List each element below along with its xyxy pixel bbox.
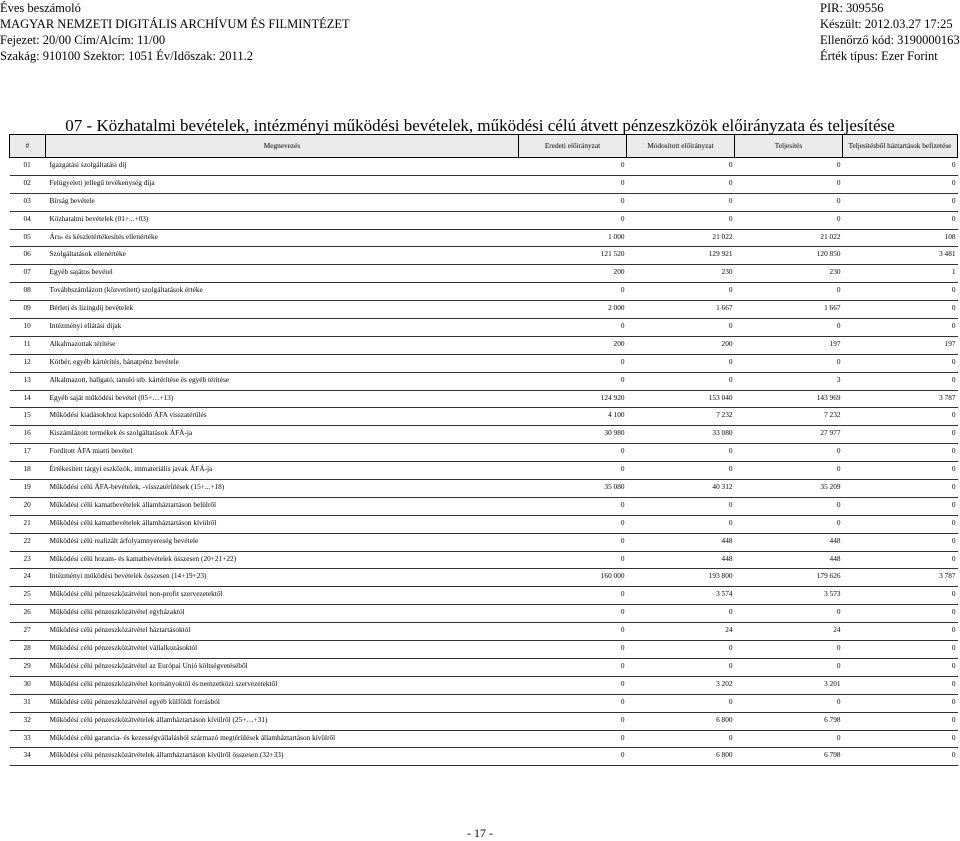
modified-value: 0 xyxy=(627,175,735,193)
table-row xyxy=(10,694,958,712)
household-value: 0 xyxy=(843,175,958,193)
modified-value: 0 xyxy=(627,354,735,372)
row-label: Fordított ÁFA miatti bevétel xyxy=(46,444,519,462)
table-row xyxy=(10,569,958,587)
table-row xyxy=(10,605,958,623)
original-value: 0 xyxy=(519,515,627,533)
row-label: Bérleti és lízingdíj bevételek xyxy=(46,301,519,319)
performance-value: 230 xyxy=(735,265,843,283)
header-sector: Szakág: 910100 Szektor: 1051 Év/Időszak: 2011.2 xyxy=(0,49,253,63)
table-row xyxy=(10,193,958,211)
table-row xyxy=(10,319,958,337)
row-label: Működési célú pénzeszközátvételek államháztartáson kívülről összesen (32+33) xyxy=(46,748,519,766)
performance-value: 0 xyxy=(735,211,843,229)
original-value: 200 xyxy=(519,265,627,283)
performance-value: 0 xyxy=(735,641,843,659)
performance-value: 0 xyxy=(735,319,843,337)
household-value: 0 xyxy=(843,712,958,730)
modified-value: 1 667 xyxy=(627,301,735,319)
row-label: Alkalmazottak térítése xyxy=(46,336,519,354)
row-label: Közhatalmi bevételek (01+...+03) xyxy=(46,211,519,229)
table-row xyxy=(10,175,958,193)
modified-value: 0 xyxy=(627,211,735,229)
household-value: 3 481 xyxy=(843,247,958,265)
table-row xyxy=(10,515,958,533)
original-value: 0 xyxy=(519,193,627,211)
table-row xyxy=(10,462,958,480)
performance-value: 0 xyxy=(735,694,843,712)
performance-value: 448 xyxy=(735,551,843,569)
row-number: 16 xyxy=(10,426,46,444)
row-label: Szolgáltatások ellenértéke xyxy=(46,247,519,265)
table-row xyxy=(10,354,958,372)
row-label: Intézményi ellátási díjak xyxy=(46,319,519,337)
original-value: 2 000 xyxy=(519,301,627,319)
col-header-number: # xyxy=(10,135,46,158)
row-label: Kötbér, egyéb kártérítés, bánatpénz bevétele xyxy=(46,354,519,372)
household-value: 1 xyxy=(843,265,958,283)
row-number: 20 xyxy=(10,497,46,515)
col-header-performance: Teljesítés xyxy=(735,135,843,158)
performance-value: 3 201 xyxy=(735,676,843,694)
row-number: 02 xyxy=(10,175,46,193)
original-value: 121 520 xyxy=(519,247,627,265)
modified-value: 200 xyxy=(627,336,735,354)
household-value: 0 xyxy=(843,354,958,372)
modified-value: 0 xyxy=(627,694,735,712)
row-label: Működési kiadásokhoz kapcsolódó ÁFA visszatérülés xyxy=(46,408,519,426)
modified-value: 0 xyxy=(627,319,735,337)
modified-value: 0 xyxy=(627,605,735,623)
modified-value: 0 xyxy=(627,515,735,533)
performance-value: 0 xyxy=(735,515,843,533)
modified-value: 6 800 xyxy=(627,748,735,766)
row-number: 15 xyxy=(10,408,46,426)
header-check-code: Ellenőrző kód: 3190000163 xyxy=(820,33,960,47)
modified-value: 0 xyxy=(627,658,735,676)
row-label: Egyéb sajátos bevétel xyxy=(46,265,519,283)
household-value: 0 xyxy=(843,641,958,659)
original-value: 160 000 xyxy=(519,569,627,587)
household-value: 0 xyxy=(843,283,958,301)
table-row xyxy=(10,336,958,354)
table-header-row xyxy=(10,135,958,158)
performance-value: 21 022 xyxy=(735,229,843,247)
household-value: 197 xyxy=(843,336,958,354)
row-number: 17 xyxy=(10,444,46,462)
row-label: Intézményi működési bevételek összesen (14+19+23) xyxy=(46,569,519,587)
performance-value: 1 667 xyxy=(735,301,843,319)
table-row xyxy=(10,247,958,265)
household-value: 0 xyxy=(843,319,958,337)
row-number: 12 xyxy=(10,354,46,372)
household-value: 0 xyxy=(843,623,958,641)
table-row xyxy=(10,730,958,748)
header-created: Készült: 2012.03.27 17:25 xyxy=(820,17,953,31)
table-row xyxy=(10,748,958,766)
table-row xyxy=(10,551,958,569)
row-label: Működési célú realizált árfolyamnyereség bevétele xyxy=(46,533,519,551)
household-value: 0 xyxy=(843,694,958,712)
household-value: 0 xyxy=(843,372,958,390)
row-number: 23 xyxy=(10,551,46,569)
original-value: 0 xyxy=(519,462,627,480)
modified-value: 7 232 xyxy=(627,408,735,426)
row-number: 13 xyxy=(10,372,46,390)
row-label: Működési célú pénzeszközátvétel vállalkozásoktól xyxy=(46,641,519,659)
household-value: 0 xyxy=(843,587,958,605)
table-row xyxy=(10,444,958,462)
original-value: 0 xyxy=(519,319,627,337)
row-number: 33 xyxy=(10,730,46,748)
row-label: Bírság bevétele xyxy=(46,193,519,211)
table-row xyxy=(10,372,958,390)
original-value: 0 xyxy=(519,354,627,372)
row-number: 08 xyxy=(10,283,46,301)
row-number: 28 xyxy=(10,641,46,659)
household-value: 0 xyxy=(843,533,958,551)
header-value-type: Érték típus: Ezer Forint xyxy=(820,49,938,63)
row-label: Alkalmazott, hallgató, tanuló stb. kártérítése és egyéb térítése xyxy=(46,372,519,390)
original-value: 0 xyxy=(519,694,627,712)
header-chapter: Fejezet: 20/00 Cím/Alcím: 11/00 xyxy=(0,33,166,47)
household-value: 0 xyxy=(843,551,958,569)
modified-value: 129 921 xyxy=(627,247,735,265)
row-label: Működési célú kamatbevételek államháztartáson kívülről xyxy=(46,515,519,533)
row-number: 06 xyxy=(10,247,46,265)
performance-value: 6 798 xyxy=(735,712,843,730)
performance-value: 0 xyxy=(735,354,843,372)
household-value: 0 xyxy=(843,426,958,444)
modified-value: 24 xyxy=(627,623,735,641)
original-value: 0 xyxy=(519,283,627,301)
row-label: Működési célú hozam- és kamatbevételek összesen (20+21+22) xyxy=(46,551,519,569)
household-value: 0 xyxy=(843,676,958,694)
original-value: 0 xyxy=(519,158,627,176)
original-value: 0 xyxy=(519,712,627,730)
original-value: 0 xyxy=(519,587,627,605)
table-row xyxy=(10,480,958,498)
row-label: Értékesített tárgyi eszközök, immateriális javak ÁFÁ-ja xyxy=(46,462,519,480)
original-value: 124 920 xyxy=(519,390,627,408)
household-value: 0 xyxy=(843,658,958,676)
household-value: 108 xyxy=(843,229,958,247)
row-number: 31 xyxy=(10,694,46,712)
row-number: 27 xyxy=(10,623,46,641)
modified-value: 448 xyxy=(627,551,735,569)
row-number: 22 xyxy=(10,533,46,551)
row-label: Működési célú pénzeszközátvétel egyéb külföldi forrásból xyxy=(46,694,519,712)
table-row xyxy=(10,658,958,676)
table-row xyxy=(10,158,958,176)
row-number: 14 xyxy=(10,390,46,408)
col-header-modified: Módosított előirányzat xyxy=(627,135,735,158)
header-pir: PIR: 309556 xyxy=(820,1,884,15)
row-label: Áru- és készletértékesítés ellenértéke xyxy=(46,229,519,247)
row-number: 18 xyxy=(10,462,46,480)
row-label: Működési célú kamatbevételek államháztartáson belülről xyxy=(46,497,519,515)
performance-value: 0 xyxy=(735,497,843,515)
report-header xyxy=(0,0,960,64)
performance-value: 143 969 xyxy=(735,390,843,408)
table-row xyxy=(10,229,958,247)
household-value: 0 xyxy=(843,497,958,515)
table-row xyxy=(10,641,958,659)
original-value: 4 100 xyxy=(519,408,627,426)
performance-value: 197 xyxy=(735,336,843,354)
row-number: 10 xyxy=(10,319,46,337)
row-number: 26 xyxy=(10,605,46,623)
row-number: 05 xyxy=(10,229,46,247)
header-institution: MAGYAR NEMZETI DIGITÁLIS ARCHÍVUM ÉS FILMINTÉZET xyxy=(0,17,350,31)
table-row xyxy=(10,497,958,515)
modified-value: 33 080 xyxy=(627,426,735,444)
original-value: 0 xyxy=(519,658,627,676)
table-row xyxy=(10,283,958,301)
table-body xyxy=(10,158,958,766)
row-number: 24 xyxy=(10,569,46,587)
row-label: Felügyeleti jellegű tevékenység díja xyxy=(46,175,519,193)
original-value: 0 xyxy=(519,497,627,515)
household-value: 0 xyxy=(843,730,958,748)
performance-value: 179 626 xyxy=(735,569,843,587)
table-row xyxy=(10,587,958,605)
row-number: 25 xyxy=(10,587,46,605)
household-value: 0 xyxy=(843,462,958,480)
table-row xyxy=(10,265,958,283)
table-row xyxy=(10,301,958,319)
row-label: Továbbszámlázott (közvetített) szolgáltatások értéke xyxy=(46,283,519,301)
performance-value: 0 xyxy=(735,158,843,176)
performance-value: 7 232 xyxy=(735,408,843,426)
table-row xyxy=(10,676,958,694)
performance-value: 0 xyxy=(735,730,843,748)
original-value: 0 xyxy=(519,444,627,462)
row-number: 01 xyxy=(10,158,46,176)
modified-value: 153 040 xyxy=(627,390,735,408)
row-number: 03 xyxy=(10,193,46,211)
modified-value: 0 xyxy=(627,193,735,211)
table-row xyxy=(10,426,958,444)
table-row xyxy=(10,408,958,426)
col-header-name: Megnevezés xyxy=(46,135,519,158)
row-number: 04 xyxy=(10,211,46,229)
row-number: 11 xyxy=(10,336,46,354)
modified-value: 0 xyxy=(627,283,735,301)
row-label: Működési célú pénzeszközátvétel háztartásoktól xyxy=(46,623,519,641)
household-value: 0 xyxy=(843,158,958,176)
performance-value: 3 xyxy=(735,372,843,390)
original-value: 1 000 xyxy=(519,229,627,247)
household-value: 0 xyxy=(843,748,958,766)
original-value: 30 980 xyxy=(519,426,627,444)
performance-value: 3 573 xyxy=(735,587,843,605)
modified-value: 0 xyxy=(627,730,735,748)
page-title: 07 - Közhatalmi bevételek, intézményi működési bevételek, működési célú átvett pénzeszközök előirányzata és teljesítése xyxy=(65,116,895,135)
row-label: Működési célú pénzeszközátvétel az Európai Unió költségvetéséből xyxy=(46,658,519,676)
performance-value: 0 xyxy=(735,605,843,623)
row-label: Működési célú pénzeszközátvételek államháztartáson kívülről (25+…+31) xyxy=(46,712,519,730)
col-header-original: Eredeti előirányzat xyxy=(519,135,627,158)
modified-value: 40 312 xyxy=(627,480,735,498)
modified-value: 3 574 xyxy=(627,587,735,605)
row-label: Kiszámlázott termékek és szolgáltatások ÁFÁ-ja xyxy=(46,426,519,444)
row-number: 21 xyxy=(10,515,46,533)
modified-value: 0 xyxy=(627,158,735,176)
table-row xyxy=(10,390,958,408)
header-report-type: Éves beszámoló xyxy=(0,1,81,15)
modified-value: 3 202 xyxy=(627,676,735,694)
table-row xyxy=(10,533,958,551)
row-number: 07 xyxy=(10,265,46,283)
col-header-household: Teljesítésből háztartások befizetése xyxy=(843,135,958,158)
modified-value: 21 022 xyxy=(627,229,735,247)
original-value: 0 xyxy=(519,748,627,766)
performance-value: 27 977 xyxy=(735,426,843,444)
modified-value: 448 xyxy=(627,533,735,551)
row-label: Működési célú garancia- és kezességvállalásból származó megtérülések államháztartáson kívülről xyxy=(46,730,519,748)
performance-value: 120 850 xyxy=(735,247,843,265)
original-value: 35 080 xyxy=(519,480,627,498)
household-value: 0 xyxy=(843,408,958,426)
original-value: 0 xyxy=(519,372,627,390)
row-label: Működési célú ÁFA-bevételek, -visszatérülések (15+...+18) xyxy=(46,480,519,498)
modified-value: 0 xyxy=(627,444,735,462)
row-label: Egyéb saját működési bevétel (05+…+13) xyxy=(46,390,519,408)
household-value: 0 xyxy=(843,515,958,533)
table-row xyxy=(10,211,958,229)
row-label: Igazgatási szolgáltatási díj xyxy=(46,158,519,176)
modified-value: 0 xyxy=(627,497,735,515)
original-value: 0 xyxy=(519,623,627,641)
row-label: Működési célú pénzeszközátvétel egyházaktól xyxy=(46,605,519,623)
performance-value: 24 xyxy=(735,623,843,641)
household-value: 3 787 xyxy=(843,569,958,587)
original-value: 0 xyxy=(519,605,627,623)
row-number: 34 xyxy=(10,748,46,766)
performance-value: 0 xyxy=(735,658,843,676)
row-number: 09 xyxy=(10,301,46,319)
performance-value: 0 xyxy=(735,444,843,462)
original-value: 0 xyxy=(519,175,627,193)
performance-value: 6 798 xyxy=(735,748,843,766)
performance-value: 0 xyxy=(735,462,843,480)
original-value: 0 xyxy=(519,676,627,694)
row-number: 29 xyxy=(10,658,46,676)
performance-value: 448 xyxy=(735,533,843,551)
row-number: 19 xyxy=(10,480,46,498)
household-value: 3 787 xyxy=(843,390,958,408)
household-value: 0 xyxy=(843,301,958,319)
row-label: Működési célú pénzeszközátvétel non-profit szervezetektől xyxy=(46,587,519,605)
household-value: 0 xyxy=(843,480,958,498)
performance-value: 0 xyxy=(735,193,843,211)
household-value: 0 xyxy=(843,211,958,229)
row-label: Működési célú pénzeszközátvétel kormányoktól és nemzetközi szervezetektől xyxy=(46,676,519,694)
household-value: 0 xyxy=(843,193,958,211)
table-row xyxy=(10,623,958,641)
original-value: 0 xyxy=(519,730,627,748)
page-number: - 17 - xyxy=(467,826,493,840)
table-row xyxy=(10,712,958,730)
original-value: 0 xyxy=(519,551,627,569)
modified-value: 0 xyxy=(627,641,735,659)
modified-value: 0 xyxy=(627,372,735,390)
performance-value: 0 xyxy=(735,283,843,301)
household-value: 0 xyxy=(843,444,958,462)
original-value: 0 xyxy=(519,533,627,551)
modified-value: 230 xyxy=(627,265,735,283)
row-number: 30 xyxy=(10,676,46,694)
budget-table xyxy=(9,134,958,766)
original-value: 0 xyxy=(519,211,627,229)
performance-value: 0 xyxy=(735,175,843,193)
performance-value: 35 209 xyxy=(735,480,843,498)
modified-value: 0 xyxy=(627,462,735,480)
original-value: 200 xyxy=(519,336,627,354)
row-number: 32 xyxy=(10,712,46,730)
original-value: 0 xyxy=(519,641,627,659)
household-value: 0 xyxy=(843,605,958,623)
modified-value: 193 800 xyxy=(627,569,735,587)
modified-value: 6 800 xyxy=(627,712,735,730)
